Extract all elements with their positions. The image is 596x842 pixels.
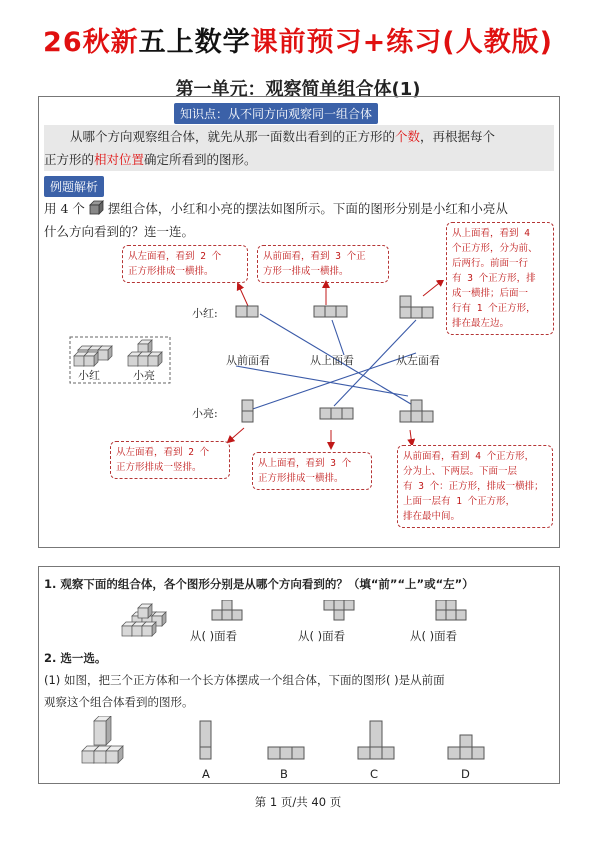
arrow: [423, 280, 443, 296]
question-2-text-2: 观察这个组合体看到的图形。: [44, 695, 194, 709]
label-xiaoliang: 小亮:: [192, 407, 218, 420]
view-shape-top-4: [400, 296, 433, 318]
q2-option-c-shape: [358, 721, 394, 759]
doc-title: [0, 20, 596, 59]
knowledge-line1-a: 从哪个方向观察组合体，就先从那一面数出看到的正方形的: [70, 129, 396, 144]
question-2: 2. 选一选。: [44, 651, 107, 665]
q2-option-b-shape: [268, 747, 304, 759]
ann-text: 正方形排成一横排。: [128, 266, 214, 277]
ann-text: 分为上、下两层。下面一层: [403, 466, 518, 477]
connect-line: [332, 320, 344, 355]
ann-text: 从上面看，看到 3 个: [258, 458, 352, 469]
label-view-front: 从前面看: [226, 354, 270, 367]
ann-text: 有 3 个：正方形，排成一横排；: [403, 481, 544, 492]
annotation-left-view-xiaohong: [122, 245, 248, 283]
ann-text: 上面一层有 1 个正方形，: [403, 496, 516, 507]
title-part2: 五上数学: [138, 27, 251, 58]
knowledge-line-2: [44, 148, 257, 171]
knowledge-line2-a: 正方形的: [44, 152, 95, 167]
answer-blank-2[interactable]: 从( )面看: [298, 629, 346, 643]
q1-solid: [122, 604, 166, 636]
q1-view-a: [212, 600, 242, 620]
ann-text: 从左面看，看到 2 个: [116, 447, 210, 458]
option-a-label[interactable]: A: [202, 767, 210, 781]
caption-xiaoliang: 小亮: [133, 369, 155, 382]
ann-text: 排在最左边。: [452, 318, 510, 329]
ann-text: 后两行。前面一行: [452, 258, 529, 269]
annotation-left-view-xiaoliang: [110, 441, 230, 479]
q2-option-d-shape: [448, 735, 484, 759]
q2-option-a-shape: [200, 721, 211, 759]
annotation-front-view-xiaoliang: [397, 445, 553, 528]
q2-solid: [82, 716, 123, 763]
label-xiaohong: 小红:: [192, 307, 218, 320]
view-shape-front-3h: [314, 306, 347, 317]
answer-blank-1[interactable]: 从( )面看: [190, 629, 238, 643]
cube-icon: [89, 200, 104, 215]
view-shape-left-2v: [242, 400, 253, 422]
arrow: [238, 284, 248, 306]
ann-text: 个正方形，分为前、: [452, 243, 538, 254]
ann-text: 正方形排成一横排。: [258, 473, 344, 484]
ann-text: 从上面看，看到 4: [452, 228, 530, 239]
xiaohong-model: [74, 346, 112, 366]
example-tag: 例题解析: [44, 176, 104, 197]
ann-text: 行有 1 个正方形，: [452, 303, 536, 314]
arrow: [228, 428, 244, 442]
example-line-1: [44, 197, 508, 220]
caption-xiaohong: 小红: [78, 369, 100, 382]
example-line1-b: 摆组合体，小红和小亮的摆法如图所示。下面的图形分别是小红和小亮从: [107, 201, 508, 216]
unit-title: 第一单元：观察简单组合体(1): [175, 79, 421, 100]
option-d-label[interactable]: D: [461, 767, 470, 781]
example-line1-a: 用 4 个: [44, 201, 85, 216]
annotation-front-view-xiaohong: [257, 245, 389, 283]
page-footer: 第 1 页/共 40 页: [254, 795, 342, 809]
knowledge-line1-b: ，再根据每个: [420, 129, 496, 144]
answer-blank-3[interactable]: 从( )面看: [410, 629, 458, 643]
view-shape-front-4: [400, 400, 433, 422]
knowledge-highlight-count: 个数: [395, 129, 421, 144]
question-1: 1. 观察下面的组合体，各个图形分别是从哪个方向看到的？（填“前”“上”或“左”）: [44, 577, 474, 591]
title-part3: 课前预习+练习: [250, 27, 443, 58]
knowledge-tag: 知识点：从不同方向观察同一组合体: [174, 103, 378, 124]
view-shape-left-2h: [236, 306, 258, 317]
title-part4: (人教版): [442, 27, 553, 58]
label-view-top: 从上面看: [310, 354, 354, 367]
ann-text: 方形一排成一横排。: [263, 266, 349, 277]
knowledge-highlight-position: 相对位置: [94, 152, 145, 167]
arrow: [410, 430, 412, 445]
xiaoliang-model: [128, 340, 162, 366]
knowledge-line2-b: 确定所看到的图形。: [144, 152, 257, 167]
q1-view-b: [324, 600, 354, 620]
option-c-label[interactable]: C: [370, 767, 379, 781]
question-2-text-1: (1) 如图，把三个正方体和一个长方体摆成一个组合体，下面的图形( )是从前面: [44, 673, 445, 687]
ann-text: 排在最中间。: [403, 511, 461, 522]
label-view-left: 从左面看: [396, 354, 440, 367]
question-2-figures: [70, 716, 490, 768]
ann-text: 从前面看，看到 3 个正: [263, 251, 366, 262]
ann-text: 有 3 个正方形，排: [452, 273, 536, 284]
connect-line: [236, 366, 408, 396]
knowledge-line-1: [70, 125, 556, 148]
option-b-label[interactable]: B: [280, 767, 288, 781]
ann-text: 成一横排；后面一: [452, 288, 529, 299]
ann-text: 从前面看，看到 4 个正方形，: [403, 451, 535, 462]
view-shape-top-3h: [320, 408, 353, 419]
q1-view-c: [436, 600, 466, 620]
title-part1: 26秋新: [43, 27, 139, 58]
ann-text: 正方形排成一竖排。: [116, 462, 202, 473]
example-line-2: 什么方向看到的？连一连。: [44, 224, 195, 239]
ann-text: 从左面看，看到 2 个: [128, 251, 222, 262]
annotation-top-view-xiaoliang: [252, 452, 372, 490]
